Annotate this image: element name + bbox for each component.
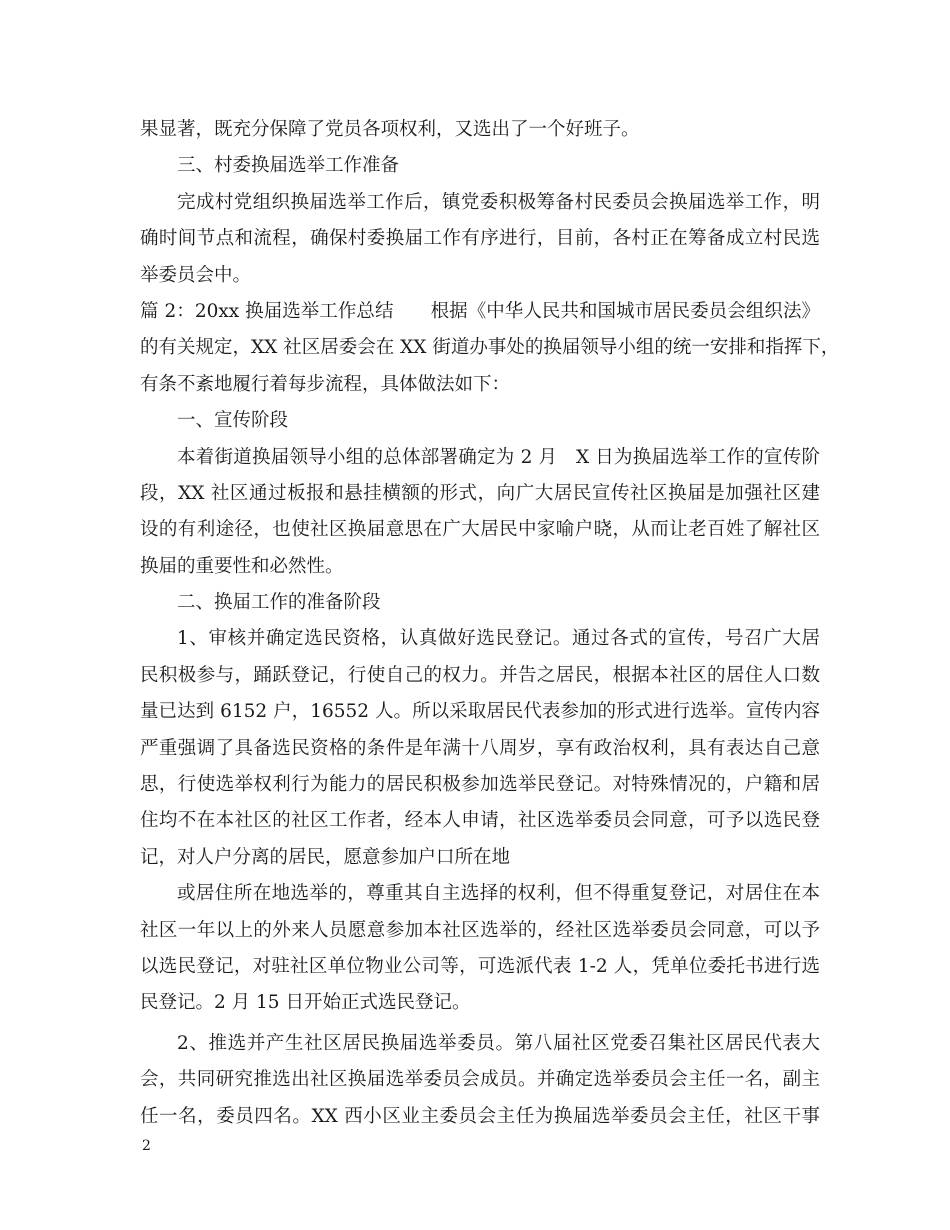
paragraph-line: 以选民登记，对驻社区单位物业公司等，可选派代表 1-2 人，凭单位委托书进行选 <box>140 955 820 977</box>
paragraph-line: 果显著，既充分保障了党员各项权利，又选出了一个好班子。 <box>140 119 640 140</box>
paragraph-line: 1、审核并确定选民资格，认真做好选民登记。通过各式的宣传，号召广大居 <box>177 628 820 650</box>
paragraph-line: 完成村党组织换届选举工作后，镇党委积极筹备村民委员会换届选举工作，明 <box>177 191 820 213</box>
paragraph-line: 举委员会中。 <box>140 264 252 286</box>
article-heading-line: 篇 2：20xx 换届选举工作总结 根据《中华人民共和国城市居民委员会组织法》 <box>140 300 820 322</box>
document-body <box>140 112 840 1135</box>
paragraph-line: 的有关规定，XX 社区居委会在 XX 街道办事处的换届领导小组的统一安排和指挥下， <box>140 337 840 359</box>
paragraph-line: 段，XX 社区通过板报和悬挂横额的形式，向广大居民宣传社区换届是加强社区建 <box>140 482 820 504</box>
paragraph-line: 会，共同研究推选出社区换届选举委员会成员。并确定选举委员会主任一名，副主 <box>140 1069 820 1091</box>
paragraph-line: 社区一年以上的外来人员愿意参加本社区选举的，经社区选举委员会同意，可以予 <box>140 919 820 941</box>
section-heading: 一、宣传阶段 <box>177 410 289 432</box>
paragraph-line: 有条不紊地履行着每步流程，具体做法如下： <box>140 373 511 395</box>
section-heading: 二、换届工作的准备阶段 <box>177 592 381 614</box>
paragraph-line: 本着街道换届领导小组的总体部署确定为 2 月 X 日为换届选举工作的宣传阶 <box>177 446 820 468</box>
paragraph-line: 确时间节点和流程，确保村委换届工作有序进行，目前，各村正在筹备成立村民选 <box>140 228 820 250</box>
paragraph-line: 设的有利途径，也使社区换届意思在广大居民中家喻户晓，从而让老百姓了解社区 <box>140 519 820 541</box>
paragraph-line: 2、推选并产生社区居民换届选举委员。第八届社区党委召集社区居民代表大 <box>177 1032 820 1054</box>
paragraph-line: 住均不在本社区的社区工作者，经本人申请，社区选举委员会同意，可予以选民登 <box>140 810 820 832</box>
paragraph-line: 记，对人户分离的居民，愿意参加户口所在地 <box>140 846 511 868</box>
paragraph-line: 或居住所在地选举的，尊重其自主选择的权利，但不得重复登记，对居住在本 <box>177 883 820 905</box>
page-number: 2 <box>142 1138 151 1154</box>
paragraph-line: 严重强调了具备选民资格的条件是年满十八周岁，享有政治权利，具有表达自己意 <box>140 737 820 759</box>
paragraph-line: 民积极参与，踊跃登记，行使自己的权力。并告之居民，根据本社区的居住人口数 <box>140 664 820 686</box>
paragraph-line: 换届的重要性和必然性。 <box>140 555 344 577</box>
paragraph-line: 任一名，委员四名。XX 西小区业主委员会主任为换届选举委员会主任，社区干事 <box>140 1105 820 1127</box>
section-heading: 三、村委换届选举工作准备 <box>177 155 400 177</box>
paragraph-line: 民登记。2 月 15 日开始正式选民登记。 <box>140 992 471 1014</box>
paragraph-line: 思，行使选举权利行为能力的居民积极参加选举民登记。对特殊情况的，户籍和居 <box>140 774 820 796</box>
paragraph-line: 量已达到 6152 户，16552 人。所以采取居民代表参加的形式进行选举。宣传内容 <box>140 701 820 723</box>
